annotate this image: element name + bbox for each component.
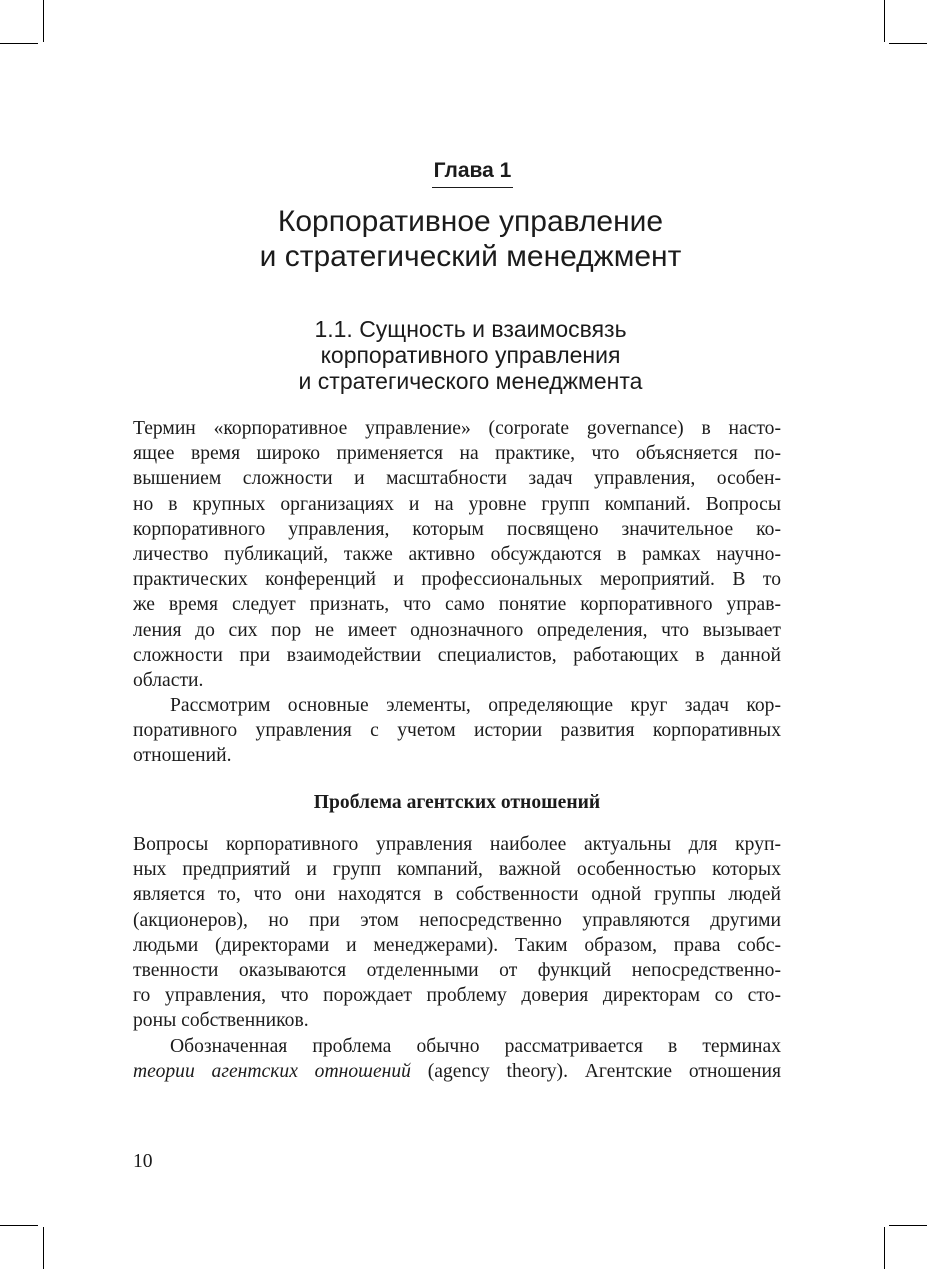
text-line: отношений.: [133, 745, 232, 767]
text-line: сложности при взаимодействии специалистов, работающих в данной: [133, 644, 781, 666]
crop-mark-top-left-v: [43, 0, 44, 42]
text-line: же время следует признать, что само понятие корпоративного управ-: [133, 594, 781, 616]
agency-text: [133, 832, 781, 1084]
text-line-rest: (agency theory). Агентские отношения: [410, 1060, 781, 1082]
crop-mark-top-left-h: [0, 43, 38, 44]
crop-mark-top-right-h: [889, 43, 927, 44]
text-line: Рассмотрим основные элементы, определяющие круг задач кор-: [170, 695, 781, 717]
section-title-line: корпоративного управления: [320, 342, 621, 368]
crop-mark-bottom-right-v: [884, 1227, 885, 1269]
italic-term: теории агентских отношений: [133, 1060, 411, 1082]
chapter-label: [0, 158, 927, 188]
crop-mark-bottom-left-h: [0, 1225, 38, 1226]
text-line: [133, 1059, 781, 1084]
text-line: Обозначенная проблема обычно рассматривается в терминах: [170, 1035, 781, 1057]
text-line: вышением сложности и масштабности задач управления, особен-: [133, 468, 781, 490]
subheading: Проблема агентских отношений: [313, 792, 601, 813]
text-line: поративного управления с учетом истории развития корпоративных: [133, 720, 781, 742]
text-line: личество публикаций, также активно обсуждаются в рамках научно-: [133, 543, 781, 565]
text-line: роны собственников.: [133, 1010, 309, 1032]
page-number: 10: [133, 1151, 153, 1172]
text-line: корпоративного управления, которым посвящено значительное ко-: [133, 518, 781, 540]
text-line: практических конференций и профессиональных мероприятий. В то: [133, 569, 781, 591]
text-line: людьми (директорами и менеджерами). Таким образом, права собс-: [133, 934, 781, 956]
text-line: ных предприятий и групп компаний, важной особенностью которых: [133, 859, 781, 881]
crop-mark-bottom-right-h: [889, 1225, 927, 1226]
text-line: Термин «корпоративное управление» (corporate governance) в насто-: [133, 418, 781, 439]
crop-mark-bottom-left-v: [43, 1227, 44, 1269]
section-title: [0, 316, 927, 394]
chapter-title-line: и стратегический менеджмент: [259, 240, 682, 273]
text-line: (акционеров), но при этом непосредственно управляются другими: [133, 909, 781, 931]
text-line: является то, что они находятся в собственности одной группы людей: [133, 884, 781, 906]
intro-text: [133, 416, 781, 769]
text-line: ящее время широко применяется на практике, что объясняется по-: [133, 443, 781, 465]
text-line: области.: [133, 669, 204, 691]
section-title-line: 1.1. Сущность и взаимосвязь: [314, 316, 627, 342]
chapter-title: [0, 204, 927, 274]
chapter-title-line: Корпоративное управление: [277, 205, 664, 238]
crop-mark-top-right-v: [884, 0, 885, 42]
text-line: Вопросы корпоративного управления наиболее актуальны для круп-: [133, 834, 781, 855]
text-line: твенности оказываются отделенными от функций непосредственно-: [133, 959, 781, 981]
section-title-line: и стратегического менеджмента: [298, 368, 643, 394]
chapter-label-text: Глава 1: [432, 158, 514, 188]
text-line: ления до сих пор не имеет однозначного определения, что вызывает: [133, 619, 781, 641]
text-line: но в крупных организациях и на уровне групп компаний. Вопросы: [133, 493, 781, 515]
text-line: го управления, что порождает проблему доверия директорам со сто-: [133, 985, 781, 1007]
